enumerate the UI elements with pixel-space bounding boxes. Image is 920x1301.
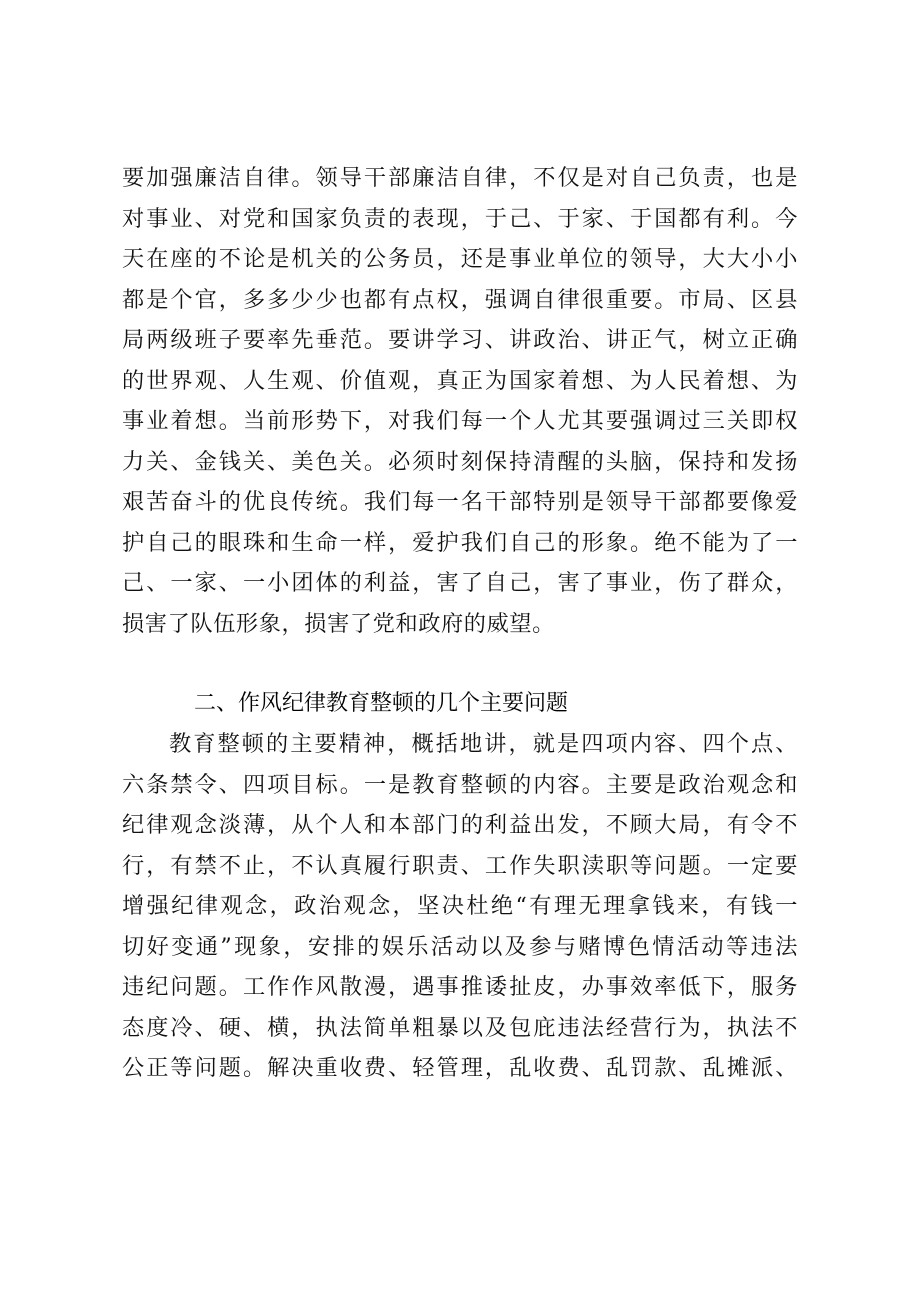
- paragraph-line: 态度冷、硬、横，执法简单粗暴以及包庇违法经营行为，执法不: [122, 1014, 798, 1041]
- paragraph-line: 公正等问题。解决重收费、轻管理，乱收费、乱罚款、乱摊派、: [122, 1055, 798, 1081]
- paragraph-line: 纪律观念淡薄，从个人和本部门的利益出发，不顾大局，有令不: [122, 812, 798, 838]
- paragraph-line: 违纪问题。工作作风散漫，遇事推诿扯皮，办事效率低下，服务: [122, 974, 798, 1000]
- paragraph-line: 要加强廉洁自律。领导干部廉洁自律，不仅是对自己负责，也是: [122, 165, 798, 191]
- paragraph-line: 对事业、对党和国家负责的表现，于己、于家、于国都有利。今: [122, 205, 798, 232]
- paragraph-line: 六条禁令、四项目标。一是教育整顿的内容。主要是政治观念和: [122, 771, 798, 798]
- paragraph-line: 事业着想。当前形势下，对我们每一个人尤其要强调过三关即权: [122, 408, 798, 434]
- section-heading: 二、作风纪律教育整顿的几个主要问题: [194, 691, 569, 716]
- paragraph-line: 增强纪律观念，政治观念，坚决杜绝“有理无理拿钱来，有钱一: [122, 893, 798, 919]
- paragraph-line: 护自己的眼珠和生命一样，爱护我们自己的形象。绝不能为了一: [122, 529, 798, 556]
- paragraph-line: 力关、金钱关、美色关。必须时刻保持清醒的头脑，保持和发扬: [122, 448, 798, 475]
- paragraph-line: 局两级班子要率先垂范。要讲学习、讲政治、讲正气，树立正确: [122, 327, 798, 353]
- paragraph-line-last: 损害了队伍形象，损害了党和政府的威望。: [122, 610, 555, 637]
- paragraph-line: 切好变通”现象，安排的娱乐活动以及参与赌博色情活动等违法: [122, 933, 798, 960]
- paragraph-line: 己、一家、一小团体的利益，害了自己，害了事业，伤了群众，: [122, 570, 798, 596]
- paragraph-line: 天在座的不论是机关的公务员，还是事业单位的领导，大大小小: [122, 246, 798, 272]
- paragraph-integrity: [122, 158, 798, 644]
- paragraph-line: 艰苦奋斗的优良传统。我们每一名干部特别是领导干部都要像爱: [122, 489, 798, 515]
- paragraph-line: 行，有禁不止，不认真履行职责、工作失职渎职等问题。一定要: [122, 852, 798, 879]
- paragraph-line: 都是个官，多多少少也都有点权，强调自律很重要。市局、区县: [122, 286, 798, 313]
- paragraph-line: 的世界观、人生观、价值观，真正为国家着想、为人民着想、为: [122, 367, 798, 394]
- paragraph-line-first: 教育整顿的主要精神，概括地讲，就是四项内容、四个点、: [169, 731, 798, 757]
- paragraph-rectification: [122, 724, 798, 1089]
